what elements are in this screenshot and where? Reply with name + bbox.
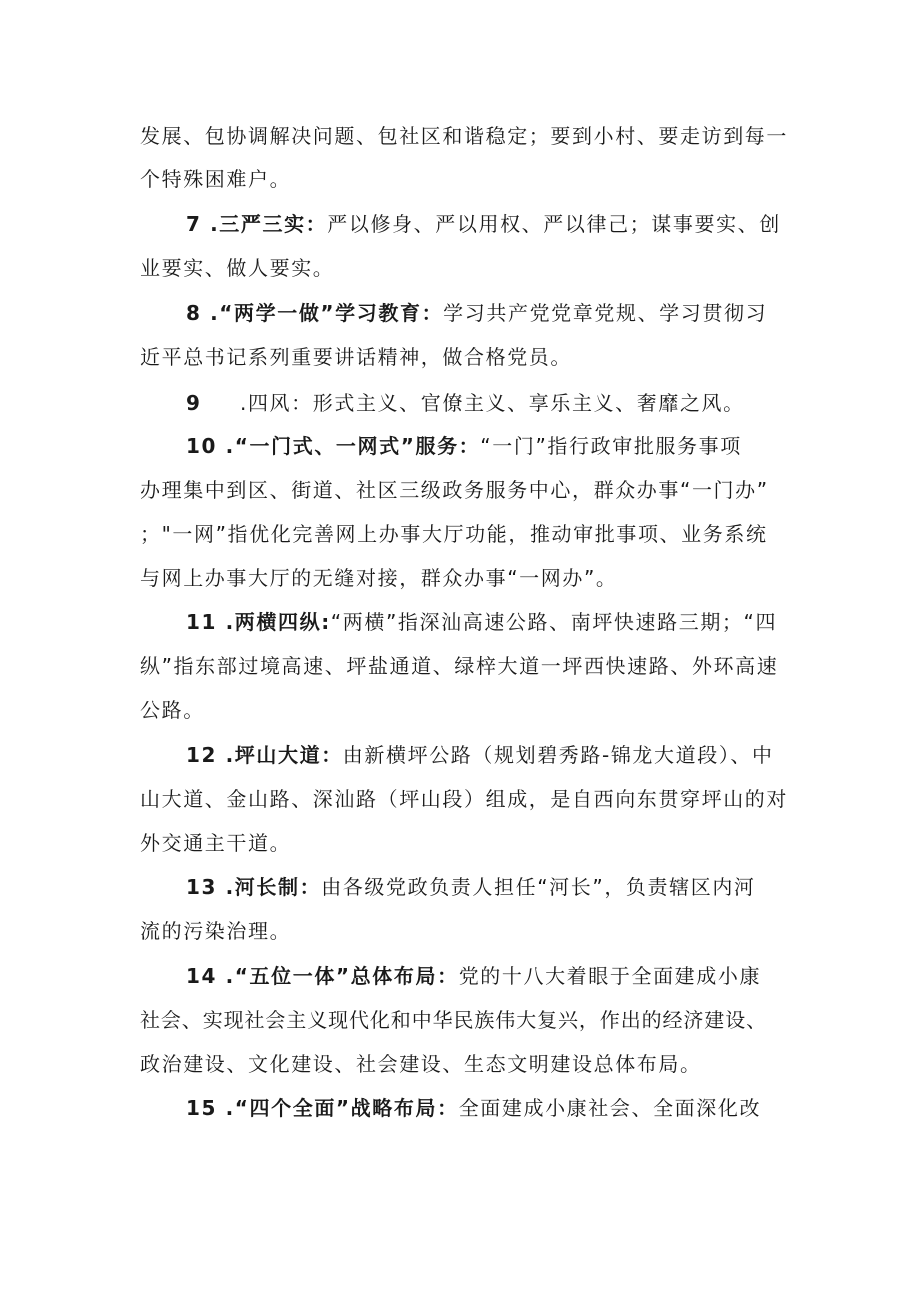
text-line: 与网上办事大厅的无缝对接，群众办事“一网办”。 xyxy=(140,566,618,590)
item-heading: 15 .“四个全面”战略布局： xyxy=(186,1096,459,1120)
item-10 xyxy=(186,432,742,460)
text-line: 发展、包协调解决问题、包社区和谐稳定；要到小村、要走访到每一 xyxy=(140,124,788,148)
item-heading: 7 .三严三实： xyxy=(186,212,328,236)
item-body: 由新横坪公路（规划碧秀路-锦龙大道段）、中 xyxy=(342,743,774,767)
item-12 xyxy=(186,741,774,769)
item-body: 全面建成小康社会、全面深化改 xyxy=(458,1096,762,1120)
text-line: 山大道、金山路、深汕路（坪山段）组成，是自西向东贯穿坪山的对 xyxy=(140,787,788,811)
text-line: 个特殊困难户。 xyxy=(140,167,292,191)
item-number: 9 xyxy=(186,391,202,415)
text-line: 业要实、做人要实。 xyxy=(140,256,335,280)
item-13 xyxy=(186,873,756,901)
item-body: 学习共产党党章党规、学习贯彻习 xyxy=(443,301,768,325)
item-7 xyxy=(186,210,781,238)
text-line: 外交通主干道。 xyxy=(140,831,292,855)
item-heading: 8 .“两学一做”学习教育： xyxy=(186,301,444,325)
text-line: 纵”指东部过境高速、坪盐通道、绿梓大道一坪西快速路、外环高速 xyxy=(140,654,779,678)
item-body: “一门”指行政审批服务事项 xyxy=(480,434,742,458)
item-heading: 13 .河长制： xyxy=(186,875,322,899)
text-line: 社会、实现社会主义现代化和中华民族伟大复兴，作出的经济建设、 xyxy=(140,1008,767,1032)
item-8 xyxy=(186,299,767,327)
text-line: 办理集中到区、街道、社区三级政务服务中心，群众办事“一门办” xyxy=(140,478,769,502)
item-15 xyxy=(186,1094,761,1122)
item-body: 严以修身、严以用权、严以律己；谋事要实、创 xyxy=(327,212,781,236)
item-heading: 12 .坪山大道： xyxy=(186,743,343,767)
item-body: 由各级党政负责人担任“河长”，负责辖区内河 xyxy=(321,875,756,899)
item-9 xyxy=(186,389,202,417)
item-heading: 10 .“一门式、一网式”服务： xyxy=(186,434,481,458)
item-body: “两横”指深汕高速公路、南坪快速路三期；“四 xyxy=(330,610,778,634)
item-heading: 14 .“五位一体”总体布局： xyxy=(186,964,459,988)
item-body: 党的十八大着眼于全面建成小康 xyxy=(458,964,762,988)
text-line: ；"一网”指优化完善网上办事大厅功能，推动审批事项、业务系统 xyxy=(140,522,768,546)
item-heading: 11 .两横四纵: xyxy=(186,610,331,634)
item-14 xyxy=(186,962,761,990)
text-line: 政治建设、文化建设、社会建设、生态文明建设总体布局。 xyxy=(140,1052,702,1076)
text-line: 近平总书记系列重要讲话精神，做合格党员。 xyxy=(140,345,572,369)
item-body: .四风：形式主义、官僚主义、享乐主义、奢靡之风。 xyxy=(240,391,745,415)
text-line: 公路。 xyxy=(140,698,205,722)
text-line: 流的污染治理。 xyxy=(140,919,292,943)
item-11 xyxy=(186,608,777,636)
